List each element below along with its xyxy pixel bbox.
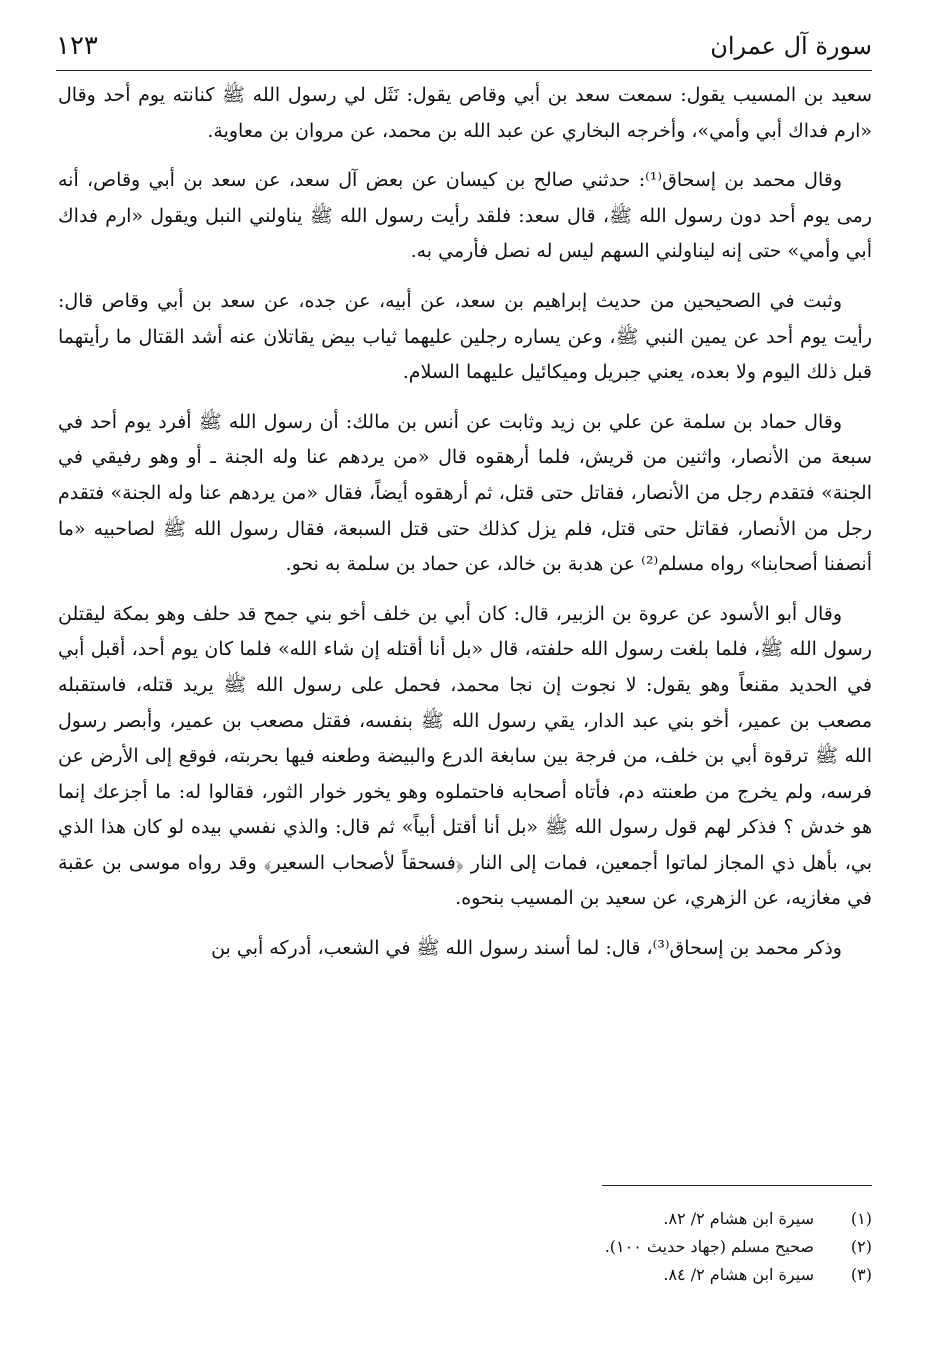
footnotes (112, 1205, 872, 1289)
paragraph-6: وذكر محمد بن إسحاق⁽³⁾، قال: لما أسند رسول الله ﷺ في الشعب، أدركه أبي بن (211, 937, 842, 960)
footnote-number: (٢) (850, 1237, 872, 1256)
footnote-number: (١) (850, 1209, 872, 1228)
footnote-3 (112, 1261, 872, 1289)
footnote-text: سيرة ابن هشام ٢/ ٨٢. (663, 1209, 814, 1228)
paragraph-1: سعيد بن المسيب يقول: سمعت سعد بن أبي وقاص يقول: نَثَل لي رسول الله ﷺ كنانته يوم أحد وقال «ارم فداك أبي وأمي»، وأخرجه البخاري عن عبد الله بن محمد، عن مروان بن معاوية. (58, 84, 872, 142)
footnote-divider (602, 1185, 872, 1186)
page-header (56, 28, 872, 68)
footnote-number: (٣) (850, 1265, 872, 1284)
footnote-2 (112, 1233, 872, 1261)
paragraph-3: وثبت في الصحيحين من حديث إبراهيم بن سعد، عن أبيه، عن جده، عن سعد بن أبي وقاص قال: رأيت يوم أحد عن يمين النبي ﷺ، وعن يساره رجلين عليهما ثياب بيض يقاتلان عنه أشد القتال ما رأيتهما قبل ذلك اليوم ولا بعده، يعني جبريل وميكائيل عليهما السلام. (58, 289, 872, 384)
footnote-text: سيرة ابن هشام ٢/ ٨٤. (663, 1265, 814, 1284)
footnote-text: صحيح مسلم (جهاد حديث ١٠٠). (604, 1237, 814, 1256)
running-title: سورة آل عمران (710, 32, 872, 60)
page-number: ١٢٣ (56, 31, 98, 61)
main-text (58, 78, 872, 981)
paragraph-5: وقال أبو الأسود عن عروة بن الزبير، قال: كان أبي بن خلف أخو بني جمح قد حلف وهو بمكة ليقتلن رسول الله ﷺ، فلما بلغت رسول الله حلفته، قال «بل أنا أقتله إن شاء الله» فلما كان يوم أحد، أقبل أبي في الحديد مقنعاً وهو يقول: لا نجوت إن نجا محمد، فحمل على رسول الله ﷺ يريد قتله، فاستقبله مصعب بن عمير، أخو بني عبد الدار، يقي رسول الله ﷺ بنفسه، فقتل مصعب بن عمير، وأبصر رسول الله ﷺ ترقوة أبي بن خلف، من فرجة بين سابغة الدرع والبيضة وطعنه فيها بحربته، فوقع إلى الأرض عن فرسه، ولم يخرج من طعنته دم، فأتاه أصحابه فاحتملوه وهو يخور خوار الثور، فقالوا له: ما أجزعك إنما هو خدش ؟ فذكر لهم قول رسول الله ﷺ «بل أنا أقتل أبياً» ثم قال: والذي نفسي بيده لو كان هذا الذي بي، بأهل ذي المجاز لماتوا أجمعين، فمات إلى النار ﴿فسحقاً لأصحاب السعير﴾ وقد رواه موسى بن عقبة في مغازيه، عن الزهري، عن سعيد بن المسيب بنحوه. (58, 602, 872, 910)
header-divider (56, 70, 872, 71)
footnote-1 (112, 1205, 872, 1233)
paragraph-4: وقال حماد بن سلمة عن علي بن زيد وثابت عن أنس بن مالك: أن رسول الله ﷺ أفرد يوم أحد في سبعة من الأنصار، واثنين من قريش، فلما أرهقوه قال «من يردهم عنا وله الجنة ـ أو وهو رفيقي في الجنة» فتقدم رجل من الأنصار، فقاتل حتى قتل، ثم أرهقوه أيضاً، فقال «من يردهم عنا وله الجنة» فتقدم رجل من الأنصار، فقاتل حتى قتل، فلم يزل كذلك حتى قتل السبعة، فقال رسول الله ﷺ لصاحبيه «ما أنصفنا أصحابنا» رواه مسلم⁽²⁾ عن هدبة بن خالد، عن حماد بن سلمة به نحو. (58, 410, 872, 576)
paragraph-2: وقال محمد بن إسحاق⁽¹⁾: حدثني صالح بن كيسان عن بعض آل سعد، عن سعد بن أبي وقاص، أنه رمى يوم أحد دون رسول الله ﷺ، قال سعد: فلقد رأيت رسول الله ﷺ يناولني النبل ويقول «ارم فداك أبي وأمي» حتى إنه ليناولني السهم ليس له نصل فأرمي به. (58, 169, 872, 263)
